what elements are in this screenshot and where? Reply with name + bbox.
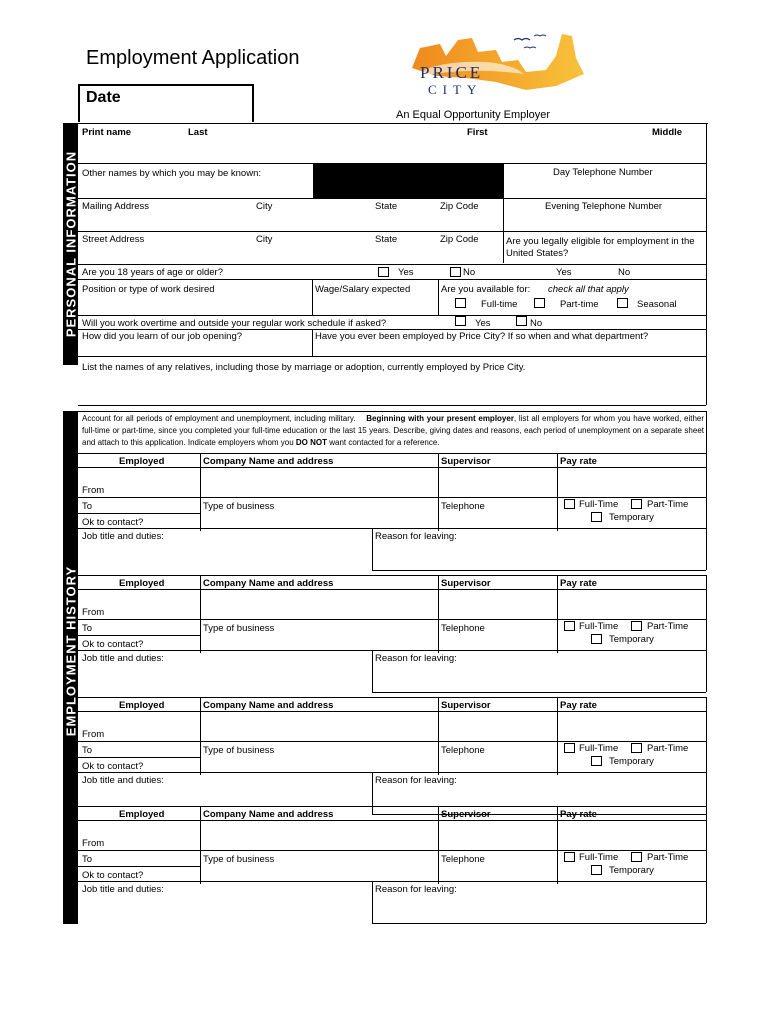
full-time-checkbox-4[interactable]	[564, 852, 575, 862]
part-time-label: Part-time	[560, 299, 599, 310]
job-title-label-4: Job title and duties:	[82, 884, 164, 895]
part-time-checkbox-2[interactable]	[631, 621, 642, 631]
job-title-field-2[interactable]	[80, 665, 370, 691]
pay-rate-header-3: Pay rate	[560, 700, 597, 711]
telephone-label-1: Telephone	[441, 501, 485, 512]
temporary-checkbox-4[interactable]	[591, 865, 602, 875]
reason-leaving-field-3[interactable]	[374, 787, 704, 813]
supervisor-field-4[interactable]	[440, 822, 555, 850]
from-label-1: From	[82, 485, 105, 496]
pay-rate-header-2: Pay rate	[560, 578, 597, 589]
street-address-field[interactable]	[80, 245, 500, 262]
personal-info-heading: PERSONAL INFORMATION	[63, 150, 78, 338]
part-time-label-3: Part-Time	[647, 743, 689, 754]
job-title-field-4[interactable]	[80, 896, 370, 922]
print-name-label: Print name	[82, 127, 132, 138]
company-header-1: Company Name and address	[203, 456, 334, 467]
part-time-label-1: Part-Time	[647, 499, 689, 510]
overtime-no-checkbox[interactable]	[516, 316, 527, 326]
company-field-4[interactable]	[202, 822, 436, 850]
street-city-label: City	[256, 234, 273, 245]
street-zip-label: Zip Code	[440, 234, 479, 245]
middle-name-label: Middle	[652, 127, 683, 138]
full-time-checkbox-2[interactable]	[564, 621, 575, 631]
overtime-question: Will you work overtime and outside your regular work schedule if asked?	[82, 318, 387, 329]
to-label-4: To	[82, 854, 93, 865]
company-field-2[interactable]	[202, 591, 436, 619]
pay-rate-field-1[interactable]	[559, 469, 704, 497]
type-business-label-3: Type of business	[203, 745, 275, 756]
ok-contact-label-1: Ok to contact?	[82, 517, 144, 528]
learn-question: How did you learn of our job opening?	[82, 331, 243, 342]
overtime-yes-checkbox[interactable]	[455, 316, 466, 326]
first-name-label: First	[467, 127, 488, 138]
overtime-no-label: No	[530, 318, 543, 329]
part-time-checkbox[interactable]	[534, 298, 545, 308]
redacted-block	[313, 164, 503, 198]
day-phone-label: Day Telephone Number	[553, 167, 653, 178]
type-business-label-2: Type of business	[203, 623, 275, 634]
check-all-hint: check all that apply	[548, 284, 629, 295]
temporary-checkbox-2[interactable]	[591, 634, 602, 644]
page-title: Employment Application	[86, 47, 300, 69]
age-no-label: No	[463, 267, 476, 278]
pay-rate-field-4[interactable]	[559, 822, 704, 850]
temporary-checkbox-1[interactable]	[591, 512, 602, 522]
employed-before-question: Have you ever been employed by Price City? If so when and what department?	[315, 331, 649, 342]
eoe-text: An Equal Opportunity Employer	[396, 109, 551, 121]
telephone-label-3: Telephone	[441, 745, 485, 756]
type-business-label-1: Type of business	[203, 501, 275, 512]
age-no-checkbox[interactable]	[450, 267, 461, 277]
supervisor-header-1: Supervisor	[441, 456, 491, 467]
mailing-address-field[interactable]	[80, 212, 500, 230]
relatives-question: List the names of any relatives, including those by marriage or adoption, currently employed by Price City.	[82, 362, 526, 373]
reason-leaving-field-2[interactable]	[374, 665, 704, 691]
pay-rate-header-1: Pay rate	[560, 456, 597, 467]
to-label-1: To	[82, 501, 93, 512]
company-header-2: Company Name and address	[203, 578, 334, 589]
ok-contact-label-2: Ok to contact?	[82, 639, 144, 650]
supervisor-field-3[interactable]	[440, 713, 555, 741]
temporary-label-4: Temporary	[609, 865, 654, 876]
logo-text-city: CITY	[428, 82, 483, 97]
temporary-label-1: Temporary	[609, 512, 654, 523]
supervisor-header-4: Supervisor	[441, 809, 491, 820]
employed-before-field[interactable]	[314, 342, 704, 356]
position-label: Position or type of work desired	[82, 284, 215, 295]
part-time-label-2: Part-Time	[647, 621, 689, 632]
eligible-yes-label: Yes	[556, 267, 572, 278]
part-time-checkbox-4[interactable]	[631, 852, 642, 862]
age-question: Are you 18 years of age or older?	[82, 267, 224, 278]
wage-label: Wage/Salary expected	[315, 284, 411, 295]
learn-field[interactable]	[80, 342, 310, 356]
reason-leaving-label-2: Reason for leaving:	[375, 653, 457, 664]
name-field[interactable]	[80, 138, 704, 162]
temporary-checkbox-3[interactable]	[591, 756, 602, 766]
evening-phone-label: Evening Telephone Number	[545, 201, 663, 212]
logo-text-price: PRICE	[420, 63, 484, 82]
ok-contact-label-4: Ok to contact?	[82, 870, 144, 881]
full-time-checkbox-1[interactable]	[564, 499, 575, 509]
job-title-label-1: Job title and duties:	[82, 531, 164, 542]
full-time-label-1: Full-Time	[579, 499, 619, 510]
from-label-4: From	[82, 838, 105, 849]
from-label-3: From	[82, 729, 105, 740]
reason-leaving-field-4[interactable]	[374, 896, 704, 922]
supervisor-header-3: Supervisor	[441, 700, 491, 711]
part-time-label-4: Part-Time	[647, 852, 689, 863]
company-header-3: Company Name and address	[203, 700, 334, 711]
age-yes-label: Yes	[398, 267, 414, 278]
pay-rate-field-3[interactable]	[559, 713, 704, 741]
history-instructions: Account for all periods of employment and unemployment, including military. Beginning with your present employer, list all employers for whom you have worked, either full-time or part-time, since you completed your full-time education or the last 15 years. Describe, giving dates and reasons, each period of unemployment on a separate sheet and attach to this application. Indicate employers whom you DO NOT want contacted for a reference.	[82, 414, 705, 447]
pay-rate-field-2[interactable]	[559, 591, 704, 619]
temporary-label-2: Temporary	[609, 634, 654, 645]
job-title-field-1[interactable]	[80, 543, 370, 569]
date-label: Date	[86, 89, 121, 106]
company-field-1[interactable]	[202, 469, 436, 497]
reason-leaving-label-4: Reason for leaving:	[375, 884, 457, 895]
eligible-question: Are you legally eligible for employment in the	[506, 236, 695, 247]
employed-header-4: Employed	[119, 809, 165, 820]
from-label-2: From	[82, 607, 105, 618]
relatives-field[interactable]	[80, 374, 704, 404]
price-city-logo	[406, 30, 586, 98]
company-field-3[interactable]	[202, 713, 436, 741]
age-yes-checkbox[interactable]	[378, 267, 389, 277]
street-address-label: Street Address	[82, 234, 145, 245]
full-time-label-2: Full-Time	[579, 621, 619, 632]
full-time-checkbox-3[interactable]	[564, 743, 575, 753]
company-header-4: Company Name and address	[203, 809, 334, 820]
last-name-label: Last	[188, 127, 208, 138]
job-title-label-2: Job title and duties:	[82, 653, 164, 664]
full-time-label: Full-time	[481, 299, 518, 310]
employed-header-2: Employed	[119, 578, 165, 589]
supervisor-field-1[interactable]	[440, 469, 555, 497]
overtime-yes-label: Yes	[475, 318, 491, 329]
pay-rate-header-4: Pay rate	[560, 809, 597, 820]
to-label-2: To	[82, 623, 93, 634]
full-time-label-3: Full-Time	[579, 743, 619, 754]
part-time-checkbox-3[interactable]	[631, 743, 642, 753]
availability-label: Are you available for:	[441, 284, 531, 295]
supervisor-field-2[interactable]	[440, 591, 555, 619]
employment-history-heading: EMPLOYMENT HISTORY	[63, 565, 78, 737]
reason-leaving-label-3: Reason for leaving:	[375, 775, 457, 786]
job-title-label-3: Job title and duties:	[82, 775, 164, 786]
eligible-question-2: United States?	[506, 248, 569, 259]
full-time-label-4: Full-Time	[579, 852, 619, 863]
employed-header-1: Employed	[119, 456, 165, 467]
to-label-3: To	[82, 745, 93, 756]
employment-history-sidebar	[63, 411, 78, 924]
supervisor-header-2: Supervisor	[441, 578, 491, 589]
type-business-label-4: Type of business	[203, 854, 275, 865]
date-box[interactable]	[78, 84, 254, 122]
seasonal-label: Seasonal	[637, 299, 677, 310]
employed-header-3: Employed	[119, 700, 165, 711]
day-phone-field[interactable]	[505, 178, 704, 196]
mailing-city-label: City	[256, 201, 273, 212]
mailing-state-label: State	[375, 201, 398, 212]
other-names-label: Other names by which you may be known:	[82, 168, 262, 179]
personal-info-sidebar	[63, 123, 78, 365]
telephone-label-2: Telephone	[441, 623, 485, 634]
temporary-label-3: Temporary	[609, 756, 654, 767]
part-time-checkbox-1[interactable]	[631, 499, 642, 509]
telephone-label-4: Telephone	[441, 854, 485, 865]
reason-leaving-label-1: Reason for leaving:	[375, 531, 457, 542]
mailing-zip-label: Zip Code	[440, 201, 479, 212]
ok-contact-label-3: Ok to contact?	[82, 761, 144, 772]
mailing-address-label: Mailing Address	[82, 201, 150, 212]
full-time-checkbox[interactable]	[455, 298, 466, 308]
reason-leaving-field-1[interactable]	[374, 543, 704, 569]
seasonal-checkbox[interactable]	[617, 298, 628, 308]
eligible-no-label: No	[618, 267, 631, 278]
street-state-label: State	[375, 234, 398, 245]
